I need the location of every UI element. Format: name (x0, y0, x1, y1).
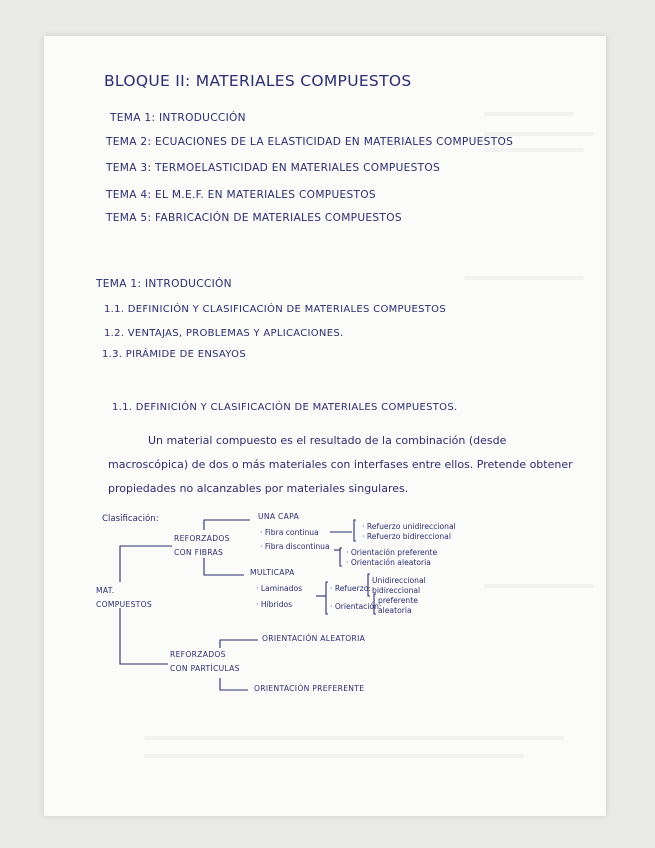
root-line-2: COMPUESTOS (96, 600, 153, 609)
orient-pref-label: · Orientación preferente (346, 548, 438, 557)
definition-text: Un material compuesto es el resultado de la combinación (desde macroscópica) de dos o más materiales con interfases entre ellos. Pretende obtener propiedades no alcanzables por materiales singulares. (108, 434, 573, 495)
aleatoria-label: aleatoria (378, 606, 412, 615)
tema1-item-1: 1.1. DEFINICIÓN Y CLASIFICACIÓN DE MATERIALES COMPUESTOS (104, 304, 446, 315)
section-heading: 1.1. DEFINICIÓN Y CLASIFICACIÓN DE MATERIALES COMPUESTOS. (112, 402, 458, 413)
fibras-line-1: REFORZADOS (174, 534, 230, 543)
page-title: BLOQUE II: MATERIALES COMPUESTOS (104, 72, 412, 90)
part-preferente-label: ORIENTACIÓN PREFERENTE (254, 684, 365, 693)
tema-2: TEMA 2: ECUACIONES DE LA ELASTICIDAD EN MATERIALES COMPUESTOS (106, 136, 514, 148)
part-aleatoria-label: ORIENTACIÓN ALEATORIA (262, 634, 366, 643)
multicapa-label: MULTICAPA (250, 568, 295, 577)
fibra-continua-label: · Fibra continua (260, 528, 319, 537)
classification-tree-lines (44, 36, 606, 816)
particulas-line-1: REFORZADOS (170, 650, 226, 659)
tema-5: TEMA 5: FABRICACIÓN DE MATERIALES COMPUESTOS (106, 212, 402, 224)
orientacion-label: · Orientación: (330, 602, 382, 611)
fibra-discontinua-label: · Fibra discontinua (260, 542, 330, 551)
notebook-page (44, 36, 606, 816)
fibras-line-2: CON FIBRAS (174, 548, 224, 557)
hibridos-label: · Híbridos (256, 600, 293, 609)
unidireccional-label: Unidireccional (372, 576, 426, 585)
tema1-heading: TEMA 1: INTRODUCCIÓN (96, 278, 232, 290)
orient-aleat-label: · Orientación aleatoria (346, 558, 431, 567)
classification-label: Clasificación: (102, 514, 159, 524)
root-line-1: MAT. (96, 586, 115, 595)
tema1-item-3: 1.3. PIRÁMIDE DE ENSAYOS (102, 349, 246, 360)
refuerzo-bi-label: · Refuerzo bidireccional (362, 532, 451, 541)
tema1-item-2: 1.2. VENTAJAS, PROBLEMAS Y APLICACIONES. (104, 328, 344, 339)
bidireccional-label: bidireccional (372, 586, 421, 595)
preferente-label: preferente (378, 596, 418, 605)
particulas-line-2: CON PARTÍCULAS (170, 664, 240, 673)
refuerzo-label: · Refuerzo: (330, 584, 371, 593)
laminados-label: · Laminados (256, 584, 303, 593)
monocapa-label: UNA CAPA (258, 512, 300, 521)
tema-3: TEMA 3: TERMOELASTICIDAD EN MATERIALES COMPUESTOS (106, 162, 441, 174)
refuerzo-uni-label: · Refuerzo unidireccional (362, 522, 456, 531)
tema-4: TEMA 4: EL M.E.F. EN MATERIALES COMPUESTOS (106, 189, 376, 201)
tema-1: TEMA 1: INTRODUCCIÓN (110, 112, 246, 124)
